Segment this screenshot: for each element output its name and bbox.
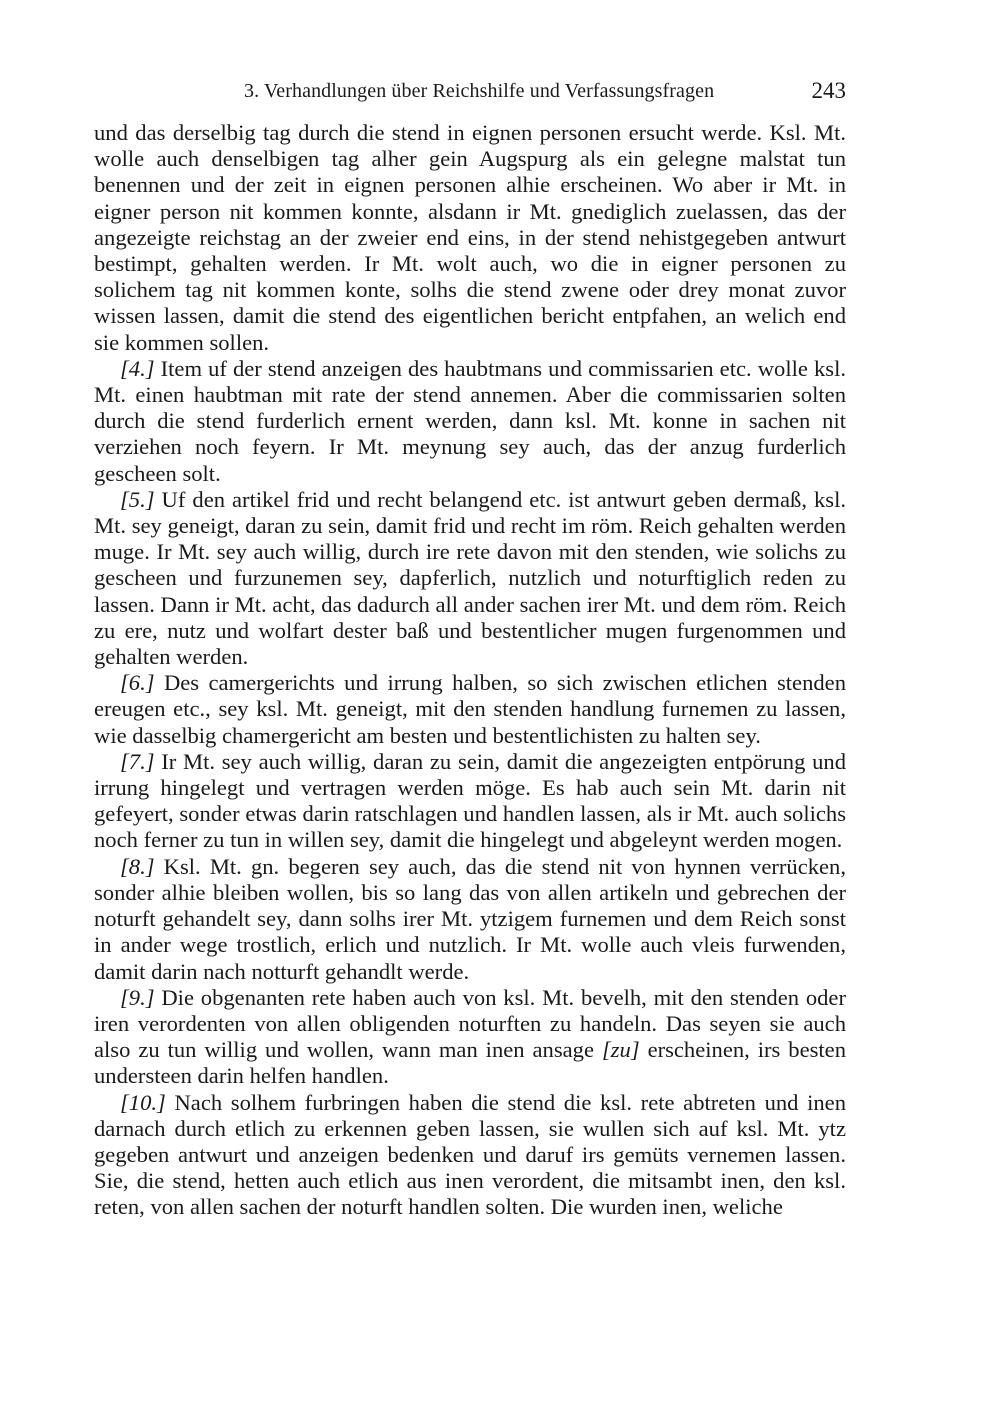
- paragraph-number: [4.]: [120, 355, 155, 381]
- paragraph-number: [5.]: [120, 486, 155, 512]
- paragraph-text: Uf den artikel frid und recht belangend etc. ist antwurt geben dermaß, ksl. Mt. sey geneigt, daran zu sein, damit frid und recht im röm. Reich gehalten werden muge. Ir Mt. sey auch willig, durch ire rete davon mit den stenden, wie solichs zu gescheen und furzunemen sey, dapferlich, nutzlich und noturftiglich reden zu lassen. Dann ir Mt. acht, das dadurch all ander sachen irer Mt. und dem röm. Reich zu ere, nutz und wolfart dester baß und bestentlicher mugen furgenommen und gehalten werden.: [94, 486, 847, 670]
- paragraph-number: [7.]: [120, 748, 155, 774]
- body-text: [94, 120, 846, 1221]
- paragraph-7: [94, 749, 846, 854]
- paragraph-text: Die obgenanten rete haben auch von ksl. Mt. bevelh, mit den stenden oder iren verordenten von allen obligenden noturften zu handeln. Das seyen sie auch also zu tun willig und wollen, wann man inen ansage: [94, 984, 846, 1063]
- paragraph-number: [10.]: [120, 1089, 166, 1115]
- paragraph-5: [94, 487, 846, 670]
- paragraph-10: [94, 1090, 846, 1221]
- paragraph-text: erscheinen, irs besten understeen darin helfen handlen.: [94, 1037, 846, 1089]
- paragraph-text: Item uf der stend anzeigen des haubtmans und commissarien etc. wolle ksl. Mt. einen haubtman mit rate der stend annemen. Aber die commissarien solten durch die stend furderlich ernent werden, dann ksl. Mt. konne in sachen nit verziehen noch feyern. Ir Mt. meynung sey auch, das der anzug furderlich gescheen solt.: [94, 355, 846, 486]
- editorial-insertion: [zu]: [601, 1037, 640, 1063]
- running-header: [94, 72, 846, 112]
- running-title: 3. Verhandlungen über Reichshilfe und Verfassungsfragen: [244, 80, 715, 102]
- paragraph-text: und das derselbig tag durch die stend in eignen personen ersucht werde. Ksl. Mt. wolle auch denselbigen tag alher gein Augspurg als ein gelegne malstat tun benennen und der zeit in eignen personen alhie erscheinen. Wo aber ir Mt. in eigner person nit kommen konnte, alsdann ir Mt. gnediglich zuelassen, das der angezeigte reichstag an der zweier end eins, in der stend nehistgegeben antwurt bestimpt, gehalten werden. Ir Mt. wolt auch, wo die in eigner personen zu solichem tag nit kommen konte, solhs die stend zwene oder drey monat zuvor wissen lassen, damit die stend des eigentlichen bericht entpfahen, an welich end sie kommen sollen.: [94, 120, 846, 355]
- paragraph-6: [94, 670, 846, 749]
- paragraph-text: Ksl. Mt. gn. begeren sey auch, das die stend nit von hynnen verrücken, sonder alhie bleiben wollen, bis so lang das von allen artikeln und gebrechen der noturft gehandelt sey, dann solhs irer Mt. ytzigem furnemen und dem Reich sonst in ander wege trostlich, erlich und nutzlich. Ir Mt. wolle auch vleis furwenden, damit darin nach notturft gehandlt werde.: [94, 853, 846, 984]
- paragraph-9: [94, 985, 846, 1090]
- paragraph-number: [8.]: [120, 853, 155, 879]
- document-page: [94, 72, 846, 1221]
- paragraph-text: Des camergerichts und irrung halben, so sich zwischen etlichen stenden ereugen etc., sey ksl. Mt. geneigt, mit den stenden handlung furnemen zu lassen, wie dasselbig chamergericht am besten und bestentlichisten zu halten sey.: [94, 670, 846, 748]
- paragraph-continuation: [94, 120, 846, 356]
- paragraph-4: [94, 356, 846, 487]
- page-number: 243: [811, 78, 846, 103]
- paragraph-number: [6.]: [120, 670, 155, 696]
- paragraph-text: Ir Mt. sey auch willig, daran zu sein, damit die angezeigten entpörung und irrung hingelegt und vertragen werden möge. Es hab auch sein Mt. darin nit gefeyert, sonder etwas darin ratschlagen und handlen lassen, als ir Mt. auch solichs noch ferner zu tun in willen sey, damit die hingelegt und abgeleynt werden mogen.: [94, 748, 846, 853]
- paragraph-text: Nach solhem furbringen haben die stend die ksl. rete abtreten und inen darnach durch etlich zu erkennen geben lassen, sie wullen sich auf ksl. Mt. ytz gegeben antwurt und anzeigen bedenken und daruf irs gemüts vernemen lassen. Sie, die stend, hetten auch etlich aus inen verordent, die mitsambt inen, den ksl. reten, von allen sachen der noturft handlen solten. Die wurden inen, weliche: [94, 1089, 846, 1220]
- paragraph-number: [9.]: [120, 984, 155, 1010]
- paragraph-8: [94, 854, 846, 985]
